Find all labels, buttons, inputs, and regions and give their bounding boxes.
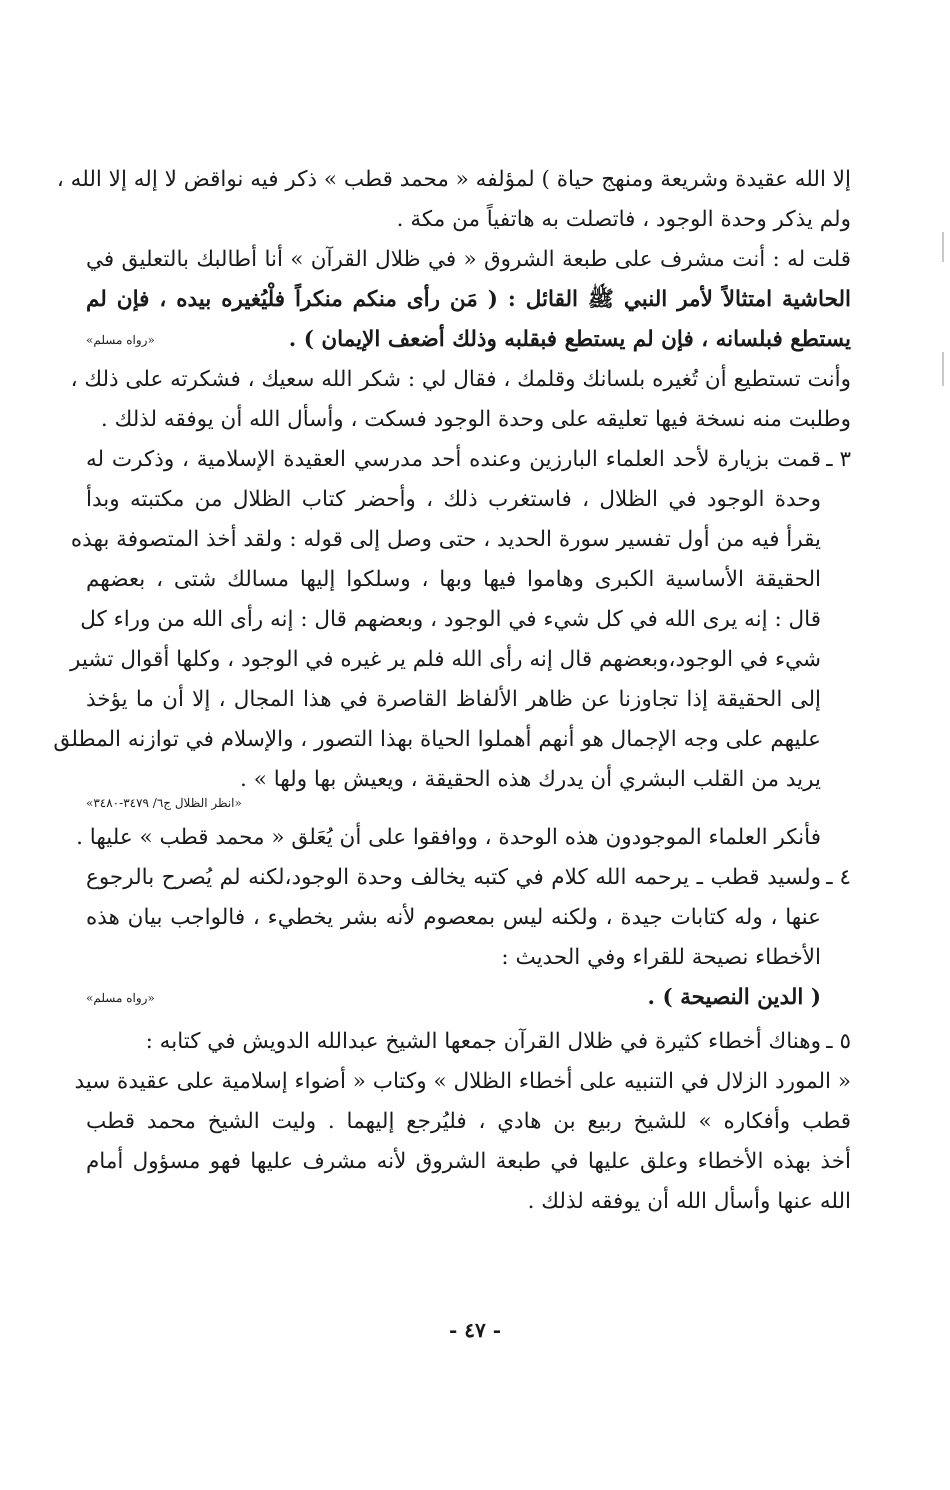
text-line: ولم يذكر وحدة الوجود ، فاتصلت به هاتفياً من مكة . [396,207,851,232]
text-line: وأنت تستطيع أن تُغيره بلسانك وقلمك ، فقال لي : شكر الله سعيك ، فشكرته على ذلك ، [70,367,851,392]
paragraph-continuation [56,160,851,240]
text-line: الحقيقة الأساسية الكبرى وهاموا فيها وبها ، وسلكوا إليها مسالك شتى ، بعضهم [86,567,821,592]
text-line: عنها ، وله كتابات جيدة ، ولكنه ليس بمعصوم لأنه بشر يخطيء ، فالواجب بيان هذه [86,905,821,930]
list-item-5 [74,1022,851,1222]
hadith-source: «رواه مسلم» [86,333,155,347]
hadith-line: ( الدين النصيحة ) . [647,985,821,1010]
page-body [53,160,851,1222]
text-line: قال : إنه يرى الله في كل شيء في الوجود ، وبعضهم قال : إنه رأى الله من وراء كل [80,607,821,632]
text-line: فأنكر العلماء الموجودون هذه الوحدة ، ووافقوا على أن يُعَلق « محمد قطب » عليها . [76,825,821,850]
list-item-4 [86,858,851,1018]
item-number: ٥ ـ [826,1029,851,1054]
page-number: - ٤٧ - [448,1318,501,1342]
text-line: إلى الحقيقة إذا تجاوزنا عن ظاهر الألفاظ القاصرة في هذا المجال ، إلا أن ما يؤخذ [86,687,821,712]
paragraph-conversation [70,240,851,440]
text-line: أخذ بهذه الأخطاء وعلق عليها في طبعة الشروق لأنه مشرف عليها فهو مسؤول أمام [86,1149,851,1174]
text-line: الأخطاء نصيحة للقراء وفي الحديث : [501,945,821,970]
text-line: إلا الله عقيدة وشريعة ومنهج حياة ) لمؤلفه « محمد قطب » ذكر فيه نواقض لا إله إلا الله ، [56,167,851,192]
text-line: الله عنها وأسأل الله أن يوفقه لذلك . [527,1189,851,1214]
text-line: الحاشية امتثالاً لأمر النبي ﷺ القائل : ( مَن رأى منكم منكراً فلْيُغيره بيده ، فإن لم [86,287,851,312]
text-line: شيء في الوجود،وبعضهم قال إنه رأى الله فلم ير غيره في الوجود ، وكلها أقوال تشير [70,647,821,672]
text-line: يريد من القلب البشري أن يدرك هذه الحقيقة ، ويعيش بها ولها » . [240,767,821,792]
text-line: وحدة الوجود في الظلال ، فاستغرب ذلك ، وأحضر كتاب الظلال من مكتبته وبدأ [86,487,821,512]
list-item-3 [53,440,851,858]
margin-mark [942,232,944,262]
item-number: ٣ ـ [826,447,851,472]
text-line: وهناك أخطاء كثيرة في ظلال القرآن جمعها الشيخ عبدالله الدويش في كتابه : [145,1029,821,1054]
item-number: ٤ ـ [826,865,851,890]
text-line: يقرأ فيه من أول تفسير سورة الحديد ، حتى وصل إلى قوله : ولقد أخذ المتصوفة بهذه [70,527,821,552]
hadith-source: «رواه مسلم» [86,991,155,1005]
text-line: « المورد الزلال في التنبيه على أخطاء الظلال » وكتاب « أضواء إسلامية على عقيدة سيد [74,1069,851,1094]
text-line: عليهم على وجه الإجمال هو أنهم أهملوا الحياة بهذا التصور ، والإسلام في توازنه المطلق [53,727,821,752]
hadith-line: يستطع فبلسانه ، فإن لم يستطع فبقلبه وذلك أضعف الإيمان ) . [288,327,851,352]
text-line: وطلبت منه نسخة فيها تعليقه على وحدة الوجود فسكت ، وأسأل الله أن يوفقه لذلك . [100,407,851,432]
text-line: قمت بزيارة لأحد العلماء البارزين وعنده أحد مدرسي العقيدة الإسلامية ، وذكرت له [86,447,821,472]
text-line: ولسيد قطب ـ يرحمه الله كلام في كتبه يخالف وحدة الوجود،لكنه لم يُصرح بالرجوع [86,865,821,890]
text-line: قلت له : أنت مشرف على طبعة الشروق « في ظلال القرآن » أنا أطالبك بالتعليق في [86,247,851,272]
quote-source: «انظر الظلال ج٦/ ٣٤٧٩-٣٤٨٠» [86,796,242,810]
margin-mark [942,352,944,386]
text-line: قطب وأفكاره » للشيخ ربيع بن هادي ، فليُرجع إليهما . وليت الشيخ محمد قطب [86,1109,851,1134]
